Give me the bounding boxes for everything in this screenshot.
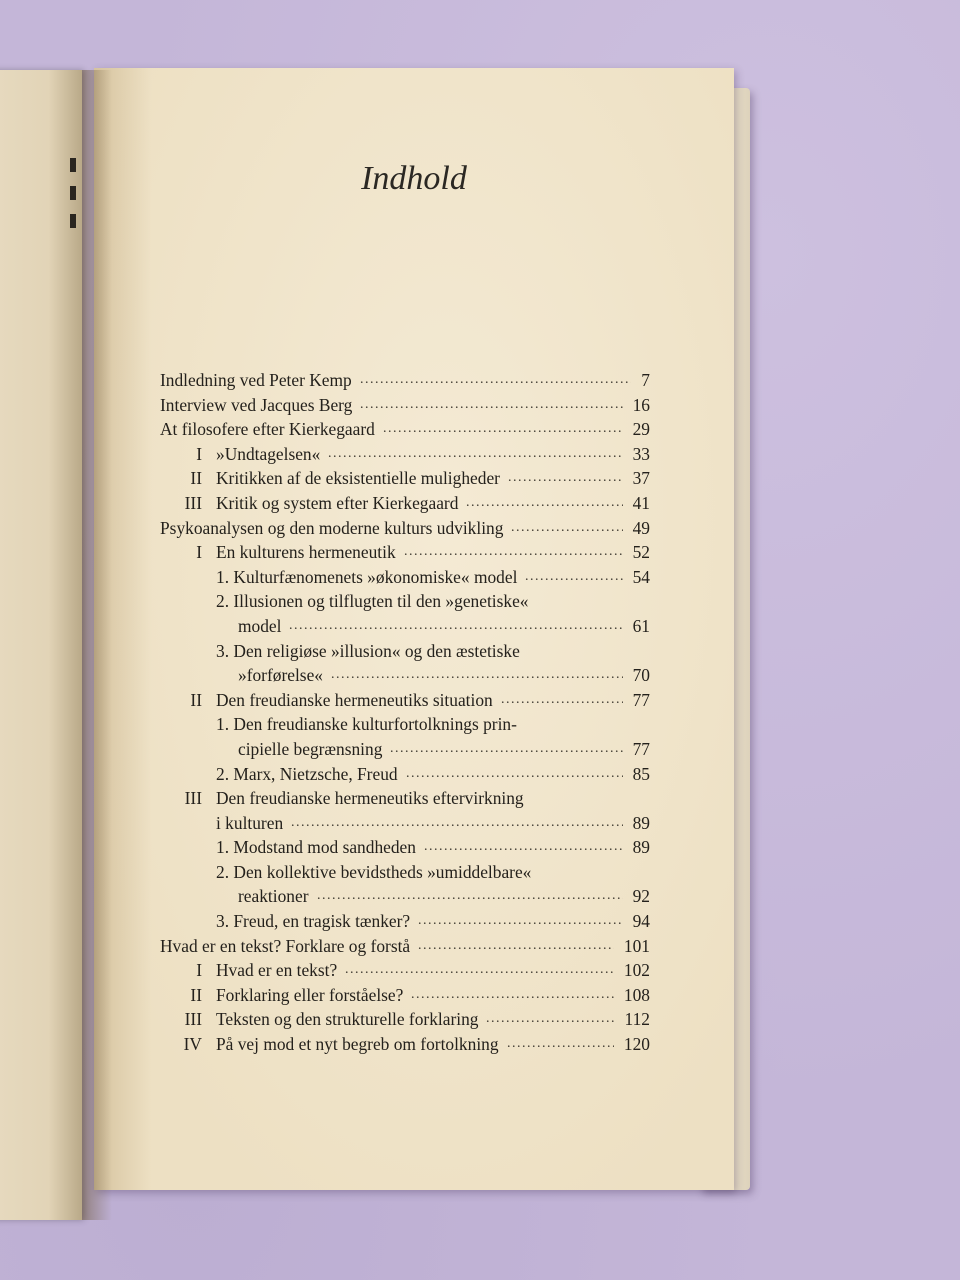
toc-leader-dots	[508, 466, 623, 491]
toc-entry-title: Den freudianske hermeneutiks eftervirkning	[216, 788, 524, 809]
toc-page-number: 92	[632, 886, 650, 907]
toc-page-number: 77	[632, 689, 650, 710]
spine-shadow	[82, 70, 112, 1220]
toc-page-number: 7	[641, 370, 650, 390]
toc-entry-title: Hvad er en tekst?	[216, 960, 338, 981]
toc-entry-title: model	[238, 615, 282, 636]
toc-page-number: 37	[632, 468, 650, 489]
toc-page-number: 112	[624, 1009, 650, 1030]
toc-entry	[160, 589, 650, 614]
toc-page-number: 101	[623, 935, 650, 956]
toc-entry	[160, 565, 650, 590]
facing-page-edge	[0, 70, 82, 1220]
toc-page-number: 52	[632, 542, 650, 563]
toc-leader-dots	[411, 983, 614, 1008]
book-page	[94, 68, 734, 1190]
toc-page-number: 29	[632, 419, 650, 440]
toc-entry	[160, 442, 650, 467]
toc-entry	[160, 811, 650, 836]
toc-roman-numeral: II	[190, 984, 202, 1005]
toc-entry	[160, 860, 650, 885]
toc-entry-title: Interview ved Jacques Berg	[160, 394, 353, 415]
toc-entry-title: reaktioner	[238, 886, 309, 907]
facing-page-text-fragments	[70, 158, 78, 242]
toc-entry	[160, 786, 650, 811]
toc-leader-dots	[466, 491, 623, 516]
toc-entry	[160, 1032, 650, 1057]
toc-entry	[160, 393, 650, 418]
toc-entry-title: Indledning ved Peter Kemp	[160, 370, 352, 390]
toc-entry-title: Kritikken af de eksistentielle muligheder	[216, 468, 500, 489]
toc-roman-numeral: III	[184, 492, 202, 513]
toc-entry-title: cipielle begrænsning	[238, 738, 383, 759]
toc-leader-dots	[511, 516, 623, 541]
toc-leader-dots	[360, 393, 623, 418]
toc-page-number: 70	[632, 665, 650, 686]
toc-entry-title: 1. Modstand mod sandheden	[216, 837, 416, 858]
toc-roman-numeral: II	[190, 689, 202, 710]
toc-leader-dots	[328, 442, 623, 467]
toc-leader-dots	[501, 688, 623, 713]
toc-leader-dots	[331, 663, 623, 688]
toc-entry	[160, 835, 650, 860]
toc-entry	[160, 466, 650, 491]
toc-leader-dots	[418, 934, 614, 959]
toc-entry-title: Teksten og den strukturelle forklaring	[216, 1009, 479, 1030]
toc-page-number: 77	[632, 738, 650, 759]
toc-roman-numeral: I	[196, 542, 202, 563]
toc-leader-dots	[424, 835, 623, 860]
toc-entry	[160, 1007, 650, 1032]
toc-entry	[160, 417, 650, 442]
toc-entry-title: 2. Den kollektive bevidstheds »umiddelbare«	[216, 861, 532, 882]
toc-roman-numeral: III	[184, 788, 202, 809]
toc-entry-title: »forførelse«	[238, 665, 323, 686]
toc-leader-dots	[289, 614, 623, 639]
toc-entry	[160, 762, 650, 787]
toc-entry-title: 1. Den freudianske kulturfortolknings prin-	[216, 714, 517, 735]
toc-page-number: 49	[632, 517, 650, 538]
toc-entry	[160, 491, 650, 516]
toc-entry-title: 3. Freud, en tragisk tænker?	[216, 911, 411, 932]
toc-entry-title: 2. Marx, Nietzsche, Freud	[216, 763, 398, 784]
toc-entry	[160, 614, 650, 639]
page-title: Indhold	[361, 160, 467, 197]
toc-page-number: 120	[623, 1034, 650, 1055]
toc-page-number: 94	[632, 911, 650, 932]
toc-entry-title: 1. Kulturfænomenets »økonomiske« model	[216, 566, 518, 587]
toc-entry	[160, 909, 650, 934]
toc-leader-dots	[404, 540, 623, 565]
toc-page-number: 89	[632, 837, 650, 858]
toc-leader-dots	[525, 565, 623, 590]
toc-entry-title: 3. Den religiøse »illusion« og den æstetiske	[216, 640, 520, 661]
toc-entry	[160, 639, 650, 664]
toc-entry	[160, 516, 650, 541]
toc-leader-dots	[291, 811, 623, 836]
toc-roman-numeral: I	[196, 960, 202, 981]
toc-entry-title: At filosofere efter Kierkegaard	[160, 419, 375, 440]
toc-entry-title: Psykoanalysen og den moderne kulturs udvikling	[160, 517, 504, 538]
toc-leader-dots	[345, 958, 614, 983]
toc-entry-title: i kulturen	[216, 812, 284, 833]
toc-entry-title: Hvad er en tekst? Forklare og forstå	[160, 935, 411, 956]
toc-page-number: 33	[632, 443, 650, 464]
toc-leader-dots	[418, 909, 623, 934]
toc-entry	[160, 934, 650, 959]
toc-entry	[160, 688, 650, 713]
toc-entry	[160, 958, 650, 983]
toc-entry-title: Forklaring eller forståelse?	[216, 984, 404, 1005]
toc-entry-title: Kritik og system efter Kierkegaard	[216, 492, 459, 513]
toc-page-number: 61	[632, 615, 650, 636]
toc-entry	[160, 540, 650, 565]
table-of-contents	[160, 368, 650, 1057]
toc-entry-title: »Undtagelsen«	[216, 443, 321, 464]
toc-entry-title: På vej mod et nyt begreb om fortolkning	[216, 1034, 499, 1055]
toc-page-number: 54	[632, 566, 650, 587]
toc-leader-dots	[360, 368, 631, 393]
toc-entry	[160, 884, 650, 909]
toc-page-number: 16	[632, 394, 650, 415]
toc-entry	[160, 368, 650, 393]
toc-leader-dots	[383, 417, 623, 442]
toc-leader-dots	[507, 1032, 614, 1057]
toc-page-number: 89	[632, 812, 650, 833]
toc-leader-dots	[406, 762, 623, 787]
toc-roman-numeral: IV	[183, 1034, 202, 1055]
toc-entry	[160, 712, 650, 737]
toc-page-number: 41	[632, 492, 650, 513]
toc-entry-title: Den freudianske hermeneutiks situation	[216, 689, 493, 710]
toc-entry	[160, 983, 650, 1008]
toc-leader-dots	[317, 884, 623, 909]
toc-entry	[160, 737, 650, 762]
toc-roman-numeral: I	[196, 443, 202, 464]
toc-roman-numeral: III	[184, 1009, 202, 1030]
toc-roman-numeral: II	[190, 468, 202, 489]
toc-leader-dots	[486, 1007, 615, 1032]
toc-entry-title: En kulturens hermeneutik	[216, 542, 396, 563]
toc-entry	[160, 663, 650, 688]
toc-entry-title: 2. Illusionen og tilflugten til den »genetiske«	[216, 591, 529, 612]
toc-page-number: 102	[623, 960, 650, 981]
toc-leader-dots	[390, 737, 623, 762]
toc-page-number: 85	[632, 763, 650, 784]
toc-page-number: 108	[623, 984, 650, 1005]
